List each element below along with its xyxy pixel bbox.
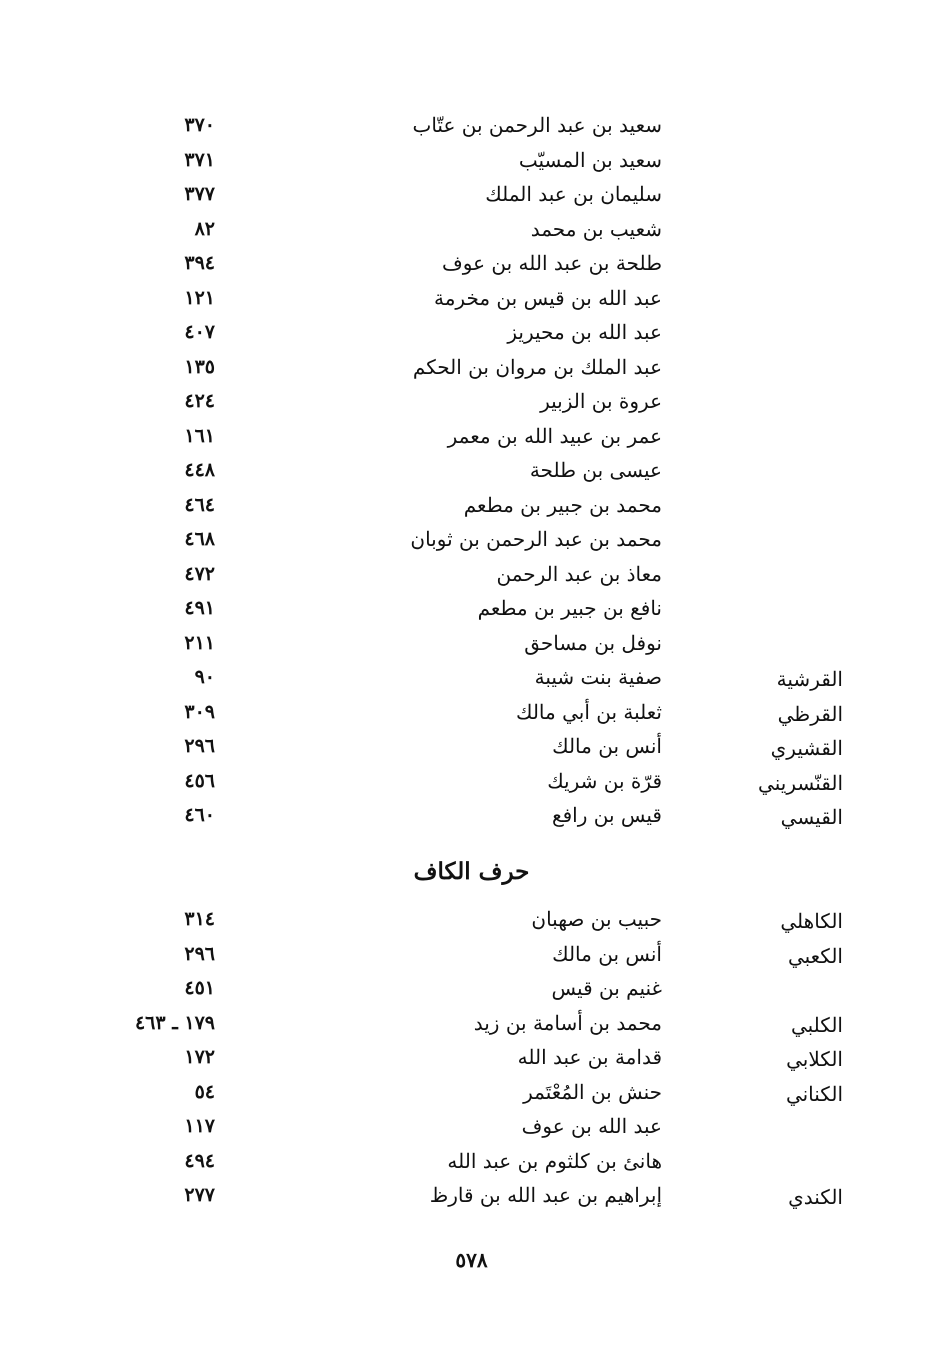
index-row [0,490,935,525]
page-reference [100,1008,215,1038]
page-reference [100,386,215,416]
person-name: شعيب بن محمد [530,216,662,241]
nisba-label: القيسي [780,805,843,829]
index-row [0,1111,935,1146]
page-reference-value: ٣٧٧ [184,183,215,205]
index-row [0,455,935,490]
index-row [0,317,935,352]
page-reference-value: ٢٩٦ [184,735,215,757]
person-name: عبد الله بن عوف [521,1114,662,1138]
page-reference [100,455,215,485]
nisba-label: الكعبي [787,943,843,968]
page-reference-value: ٣١٤ [184,908,215,930]
page-reference-value: ٣٩٤ [184,252,215,274]
index-row [0,628,935,663]
page-reference-value: ١٧٩ ـ ٤٦٣ [134,1011,215,1034]
page-reference [100,662,215,692]
person-name: قرّة بن شريك [547,768,662,793]
page-reference [100,490,215,520]
page-reference-value: ٤٦٤ [184,493,215,516]
person-name: عمر بن عبيد الله بن معمر [447,423,662,448]
person-name: هانئ بن كلثوم بن عبد الله [447,1148,662,1173]
index-row [0,524,935,559]
page-reference-value: ٩٠ [194,666,215,688]
page-reference-value: ٤٤٨ [184,459,215,481]
person-name: ثعلبة بن أبي مالك [515,699,662,724]
person-name: محمد بن عبد الرحمن بن ثوبان [410,527,662,551]
page-reference-value: ١٢١ [184,286,215,309]
page-reference-value: ٣٠٩ [184,700,215,723]
index-row [0,766,935,801]
page-reference [100,145,215,175]
person-name: غنيم بن قيس [551,976,662,1000]
page-reference [100,317,215,347]
page-reference-value: ١٣٥ [184,355,215,378]
page-number: ٥٧٨ [455,1248,488,1272]
person-name: إبراهيم بن عبد الله بن قارظ [429,1183,662,1207]
person-name: محمد بن جبير بن مطعم [463,492,662,517]
page-reference [100,904,215,934]
index-row [0,283,935,318]
page-reference [100,1146,215,1176]
page-reference-value: ١١٧ [184,1115,215,1137]
index-row [0,214,935,249]
page-reference [100,1042,215,1072]
nisba-label: الكاهلي [780,909,843,933]
index-row [0,939,935,974]
person-name: أنس بن مالك [552,941,662,966]
person-name: محمد بن أسامة بن زيد [473,1010,662,1035]
nisba-label: القنّسريني [758,770,843,795]
page-reference [100,939,215,969]
nisba-label: القرشية [776,667,843,691]
nisba-label: القرظي [777,701,843,726]
page-reference [100,179,215,209]
index-row [0,1146,935,1181]
index-row [0,145,935,180]
page-reference-value: ٣٧١ [184,148,215,171]
nisba-label: الكناني [785,1081,843,1106]
index-row [0,1077,935,1112]
index-row [0,662,935,697]
page-reference-value: ٤٢٤ [184,390,215,412]
index-row [0,731,935,766]
page-reference [100,628,215,658]
page-reference-value: ٤٠٧ [184,321,215,343]
person-name: سليمان بن عبد الملك [485,182,662,206]
index-row [0,110,935,145]
index-row [0,248,935,283]
person-name: سعيد بن عبد الرحمن بن عتّاب [412,113,662,137]
index-row [0,1008,935,1043]
index-row [0,179,935,214]
person-name: قدامة بن عبد الله [517,1045,662,1069]
page-reference-value: ٤٦٠ [184,804,215,826]
page-reference-value: ٨٢ [194,217,215,240]
page-reference-value: ٤٦٨ [184,528,215,550]
index-row [0,352,935,387]
person-name: حبيب بن صهبان [531,907,662,931]
person-name: طلحة بن عبد الله بن عوف [442,251,662,275]
index-row [0,904,935,939]
page-reference-value: ٤٥١ [184,977,215,999]
person-name: عبد الله بن قيس بن مخرمة [433,285,662,310]
section-heading: حرف الكاف [413,858,530,885]
nisba-label: الكلبي [790,1012,843,1037]
page-reference-value: ٥٤ [194,1080,215,1103]
person-name: حنش بن المُعْتَمر [523,1079,662,1104]
nisba-label: الكلابي [786,1047,843,1071]
person-name: أنس بن مالك [552,734,662,758]
page-reference [100,283,215,313]
person-name: سعيد بن المسيّب [518,147,662,172]
page-reference [100,800,215,830]
person-name: عيسى بن طلحة [529,458,662,482]
page-reference [100,524,215,554]
page-reference [100,593,215,623]
person-name: عبد الملك بن مروان بن الحكم [412,354,662,379]
person-name: نوفل بن مساحق [524,630,662,655]
page-reference-value: ٢٧٧ [184,1184,215,1206]
index-row [0,800,935,835]
page-reference-value: ١٧٢ [184,1046,215,1068]
person-name: عروة بن الزبير [540,389,662,413]
nisba-label: الكندي [788,1185,843,1209]
page-reference [100,352,215,382]
page-reference [100,559,215,589]
page-reference [100,1077,215,1107]
index-section-qaf [0,110,935,835]
person-name: عبد الله بن محيريز [507,320,662,344]
person-name: قيس بن رافع [551,803,662,827]
page-reference-value: ٢٩٦ [184,942,215,965]
index-row [0,386,935,421]
page-reference [100,214,215,244]
page-reference [100,110,215,140]
person-name: صفية بنت شيبة [534,665,662,689]
index-row [0,559,935,594]
page-reference [100,1111,215,1141]
page-reference-value: ٤٩١ [184,597,215,619]
page-reference [100,973,215,1003]
nisba-label: القشيري [770,736,843,760]
page-reference [100,421,215,451]
index-row [0,973,935,1008]
page-reference-value: ٤٥٦ [184,769,215,792]
page-reference-value: ٣٧٠ [184,114,215,136]
page-reference [100,766,215,796]
index-section-kaf [0,904,935,1215]
page-reference [100,1180,215,1210]
page-reference [100,697,215,727]
index-row [0,1180,935,1215]
page-reference [100,248,215,278]
page-reference [100,731,215,761]
page-reference-value: ٤٧٢ [184,562,215,585]
page-reference-value: ٢١١ [184,631,215,654]
index-row [0,697,935,732]
index-row [0,421,935,456]
index-row [0,1042,935,1077]
person-name: معاذ بن عبد الرحمن [496,561,662,586]
page-reference-value: ٤٩٤ [184,1149,215,1172]
page-reference-value: ١٦١ [184,424,215,447]
index-row [0,593,935,628]
person-name: نافع بن جبير بن مطعم [477,596,662,620]
